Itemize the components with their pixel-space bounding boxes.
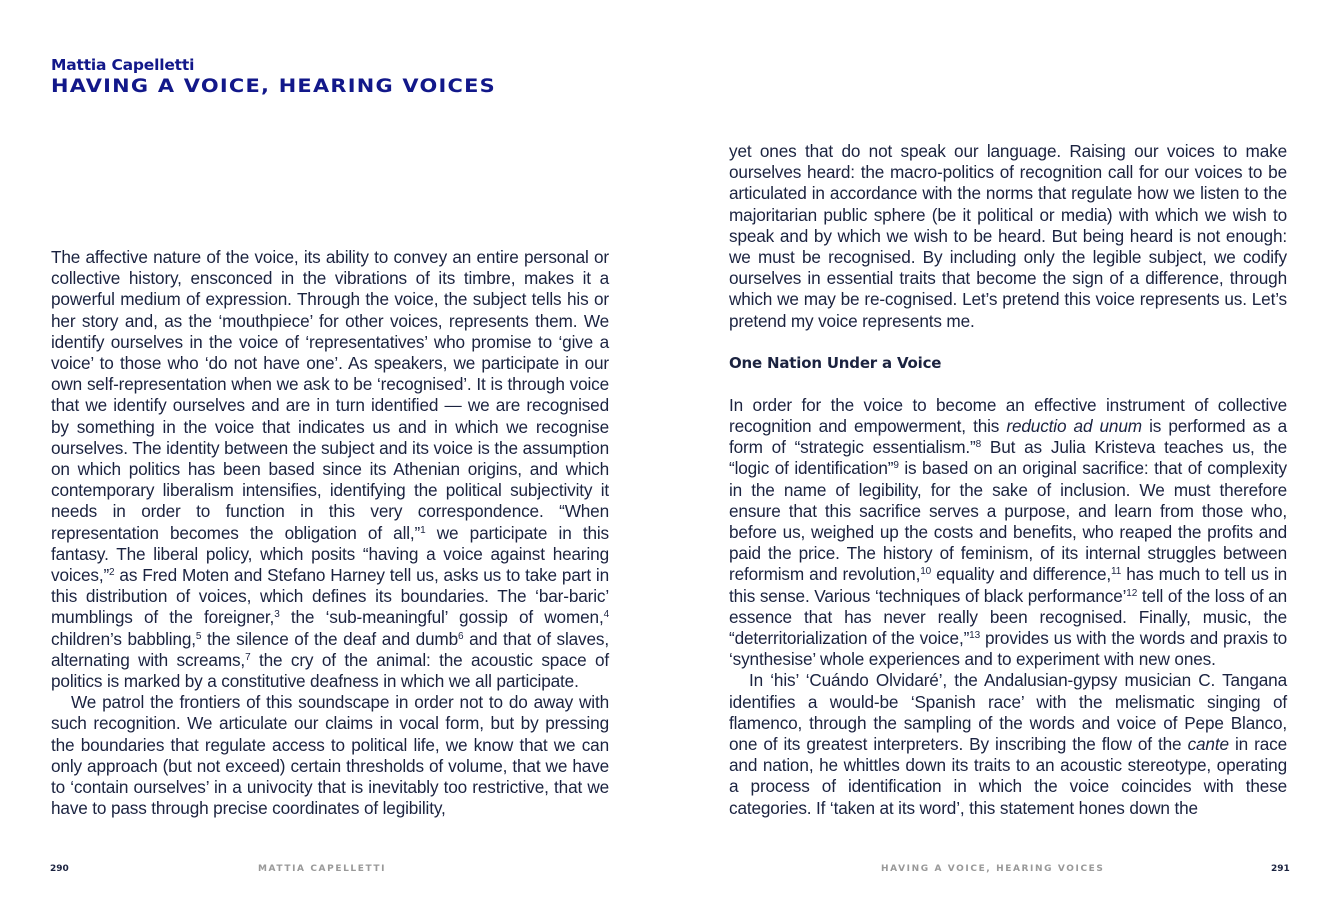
italic-term: cante <box>1187 734 1229 755</box>
section-paragraphs <box>729 395 1287 819</box>
right-body-text <box>729 141 1287 819</box>
left-page <box>0 0 668 904</box>
footnote-marker: 13 <box>969 630 980 642</box>
footnote-marker: 4 <box>603 609 609 621</box>
italic-term: reductio ad unum <box>1006 416 1142 437</box>
footnote-marker: 2 <box>109 567 115 579</box>
body-paragraph: The affective nature of the voice, its ability to convey an entire personal or collective history, ensconced in the vibrations of its timbre, makes it a powerful medium of expression. Through the voice, the subject tells his or her story and, as the ‘mouthpiece’ for other voices, represents them. We identify ourselves in the voice of ‘representatives’ who promise to ‘give a voice’ to those who ‘do not have one’. As speakers, we participate in our own self-representation when we ask to be ‘recognised’. It is through voice that we identify ourselves and are in turn identified — we are recognised by something in the voice that indicates us and in which we recognise ourselves. The identity between the subject and its voice is the assumption on which politics has been based since its Athenian origins, and which contemporary liberalism intensifies, identifying the political subjectivity it needs in order to function in this very correspondence. “When representation becomes the obligation of all,”$^1$ we participate in this fantasy. The liberal policy, which posits “having a voice against hearing voices,”$^2$ as Fred Moten and Stefano Harney tell us, asks us to take part in this distribution of voices, which defines its boundaries. The ‘bar-baric’ mumblings of the foreigner,$^3$ the ‘sub-meaningful’ gossip of women,$^4$ children’s babbling,$^5$ the silence of the deaf and dumb$^6$ and that of slaves, alternating with screams,$^7$ the cry of the animal: the acoustic space of politics is marked by a constitutive deafness in which we all participate. <box>51 247 610 692</box>
footnote-marker: 5 <box>195 630 202 642</box>
body-paragraph: In order for the voice to become an effective instrument of collective recognition and empowerment, this reductio ad unum is performed as a form of “strategic essentialism.”$^8$ But as Julia Kristeva teaches us, the “logic of identification”$^9$ is based on an original sacrifice: that of complexity in the name of legibility, for the sake of inclusion. We must therefore ensure that this sacrifice serves a purpose, and learn from those who, before us, weighed up the costs and benefits, who reaped the profits and paid the price. The history of feminism, of its internal struggles between reformism and revolution,$^{10}$ equality and difference,$^{11}$ has much to tell us in this sense. Various ‘techniques of black performance’$^{12}$ tell of the loss of an essence that has never really been recognised. Finally, music, the “deterritorialization of the voice,”$^{13}$ provides us with the words and praxis to ‘synthesise’ whole experiences and to experiment with new ones. <box>729 394 1287 670</box>
page-number-right: 291 <box>1271 864 1290 874</box>
page-number-left: 290 <box>50 864 69 874</box>
footnote-marker: 1 <box>420 524 426 536</box>
running-head-right: HAVING A VOICE, HEARING VOICES <box>881 864 1105 874</box>
body-paragraph: We patrol the frontiers of this soundscape in order not to do away with such recognition. We articulate our claims in vocal form, but by pressing the boundaries that regulate access to political life, we know that we can only approach (but not exceed) certain thresholds of volume, that we have to ‘contain ourselves’ in a univocity that is inevitably too restrictive, that we have to pass through precise coordinates of legibility, <box>51 692 609 819</box>
footnote-marker: 11 <box>1111 566 1122 578</box>
article-title: HAVING A VOICE, HEARING VOICES <box>51 76 496 97</box>
footnote-marker: 12 <box>1126 587 1138 599</box>
footnote-marker: 7 <box>245 651 251 663</box>
footnote-marker: 3 <box>274 609 280 621</box>
footnote-marker: 9 <box>893 460 899 472</box>
section-subheading: One Nation Under a Voice <box>729 353 942 372</box>
continued-paragraph: yet ones that do not speak our language. Raising our voices to make ourselves heard: the macro-politics of recognition call for our voices to be articulated in accordance with the norms that regulate how we listen to the majoritarian public sphere (be it political or media) with which we wish to speak and by which we wish to be heard. But being heard is not enough: we must be recognised. By including only the legible subject, we codify ourselves in essential traits that become the sign of a difference, through which we may be re-cognised. Let’s pretend this voice represents us. Let’s pretend my voice represents me. <box>729 141 1287 331</box>
footnote-marker: 10 <box>920 566 932 578</box>
left-body-text <box>51 247 609 819</box>
footnote-marker: 6 <box>458 630 464 642</box>
footnote-marker: 8 <box>975 439 982 451</box>
article-author: Mattia Capelletti <box>51 56 195 74</box>
body-paragraph: In ‘his’ ‘Cuándo Olvidaré’, the Andalusian-gypsy musician C. Tangana identifies a would-be ‘Spanish race’ with the melismatic singing of flamenco, through the sampling of the words and voice of Pepe Blanco, one of its greatest interpreters. By inscribing the flow of the cante in race and nation, he whittles down its traits to an acoustic stereotype, operating a process of identification in which the voice coincides with these categories. If ‘taken at its word’, this statement hones down the <box>729 670 1287 818</box>
right-page <box>668 0 1337 904</box>
running-head-left: MATTIA CAPELLETTI <box>258 864 387 874</box>
